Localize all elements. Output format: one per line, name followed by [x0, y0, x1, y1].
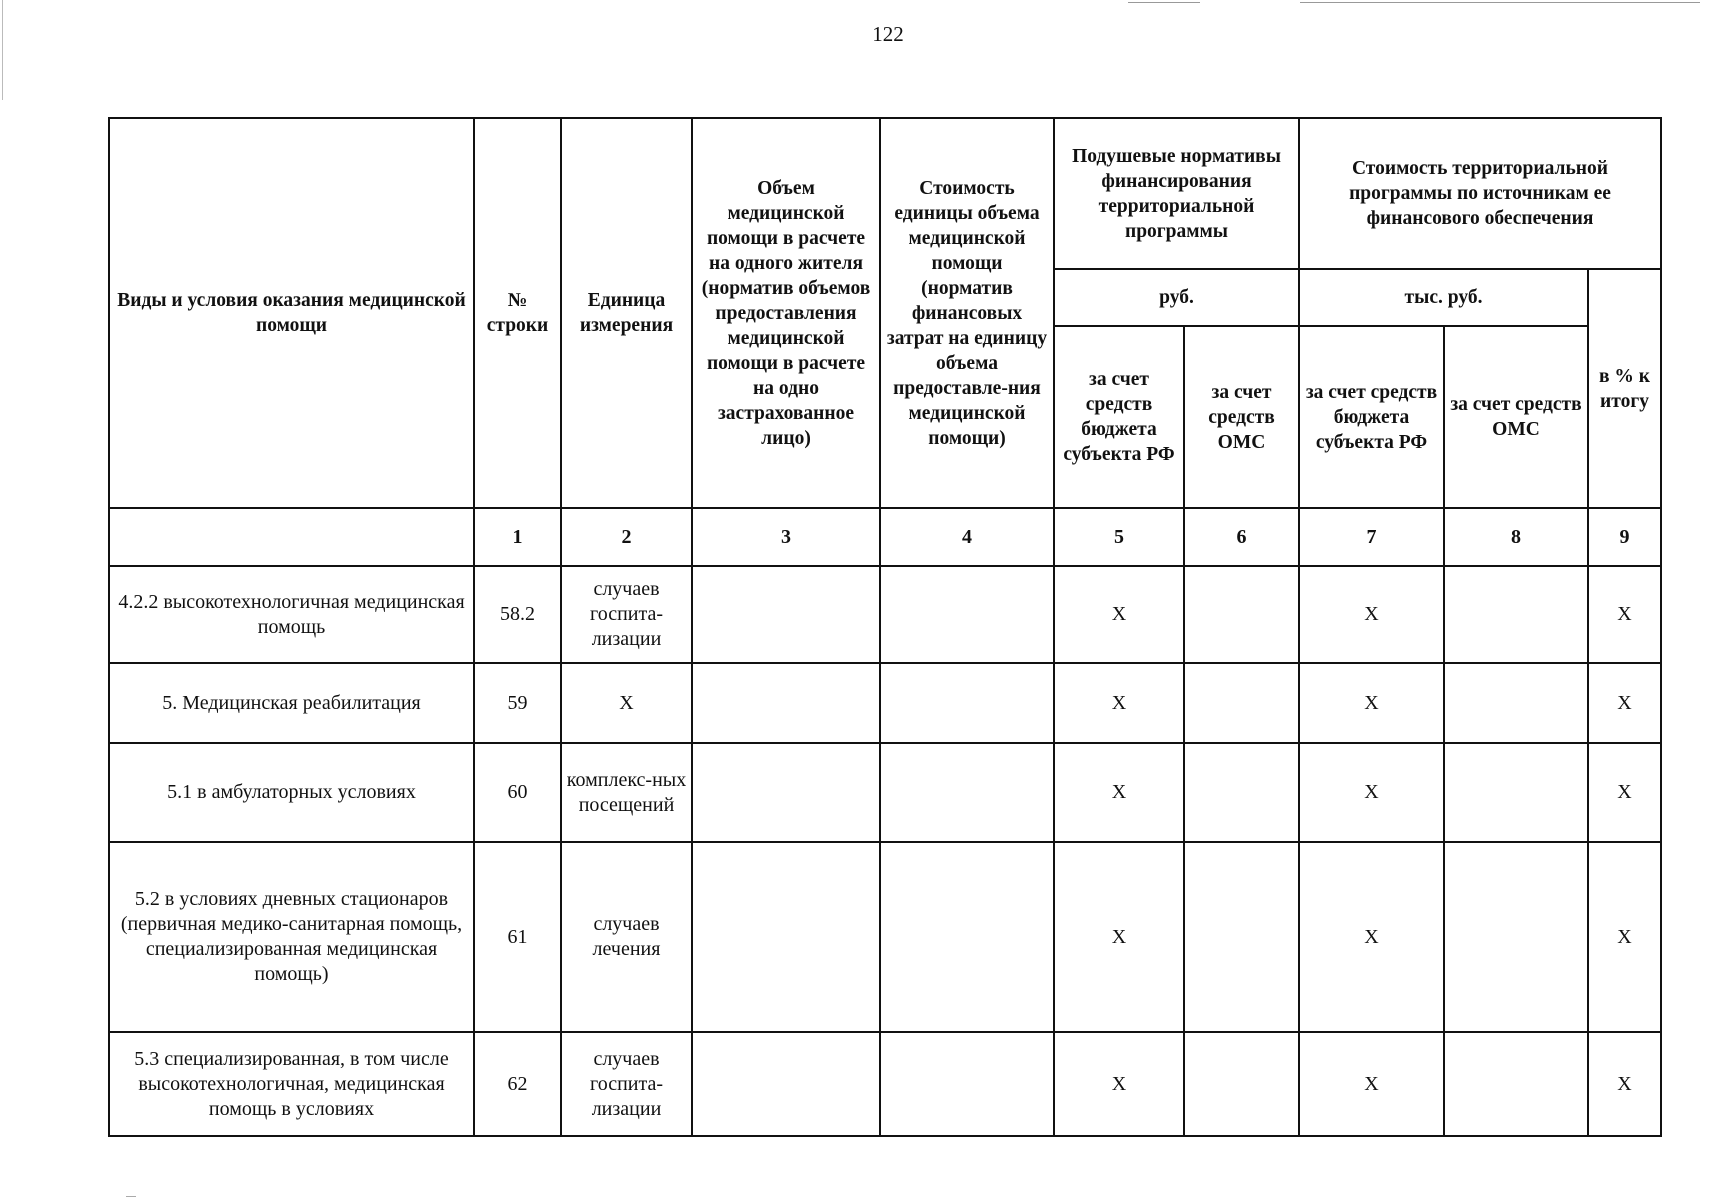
medical-care-table: [108, 117, 1662, 1137]
row-number-cell: 60: [474, 743, 561, 842]
budget-rf-total-cell: Х: [1299, 842, 1444, 1032]
percent-cell: Х: [1588, 1032, 1661, 1136]
oms-per-capita-cell: [1184, 743, 1299, 842]
header-unit-cost: Стоимость единицы объема медицинской помощи (норматив финансовых затрат на единицу объема предоставле-ния медицинской помощи): [880, 118, 1054, 508]
column-number: 7: [1299, 508, 1444, 566]
column-number: 6: [1184, 508, 1299, 566]
column-number: 8: [1444, 508, 1588, 566]
budget-rf-total-cell: Х: [1299, 663, 1444, 743]
percent-cell: Х: [1588, 566, 1661, 663]
row-number-cell: 59: [474, 663, 561, 743]
volume-cell: [692, 842, 880, 1032]
table-row: [109, 566, 1661, 663]
budget-rf-total-cell: Х: [1299, 743, 1444, 842]
header-budget-rf-total: за счет средств бюджета субъекта РФ: [1299, 326, 1444, 508]
row-number-cell: 58.2: [474, 566, 561, 663]
top-rule-left: [1128, 2, 1200, 3]
header-type-of-care: Виды и условия оказания медицинской помощи: [109, 118, 474, 508]
row-number-cell: 62: [474, 1032, 561, 1136]
page-left-edge: [2, 0, 3, 100]
oms-total-cell: [1444, 842, 1588, 1032]
oms-total-cell: [1444, 1032, 1588, 1136]
top-rule-right: [1300, 2, 1700, 3]
unit-cost-cell: [880, 663, 1054, 743]
header-row-1: [109, 118, 1661, 269]
unit-cost-cell: [880, 566, 1054, 663]
percent-cell: Х: [1588, 743, 1661, 842]
care-type-cell: 4.2.2 высокотехнологичная медицинская помощь: [109, 566, 474, 663]
header-unit-thousand-rub: тыс. руб.: [1299, 269, 1588, 326]
header-per-capita-group: Подушевые нормативы финансирования территориальной программы: [1054, 118, 1299, 269]
page-number: 122: [872, 22, 904, 46]
volume-cell: [692, 743, 880, 842]
oms-per-capita-cell: [1184, 1032, 1299, 1136]
unit-cell: комплекс-ных посещений: [561, 743, 692, 842]
unit-cost-cell: [880, 743, 1054, 842]
column-number-blank: [109, 508, 474, 566]
table-row: [109, 1032, 1661, 1136]
column-number: 5: [1054, 508, 1184, 566]
oms-per-capita-cell: [1184, 566, 1299, 663]
header-unit: Единица измерения: [561, 118, 692, 508]
volume-cell: [692, 663, 880, 743]
header-unit-rub: руб.: [1054, 269, 1299, 326]
oms-per-capita-cell: [1184, 842, 1299, 1032]
table-row: [109, 663, 1661, 743]
header-row-number: № строки: [474, 118, 561, 508]
volume-cell: [692, 1032, 880, 1136]
volume-cell: [692, 566, 880, 663]
unit-cell: случаев госпита-лизации: [561, 566, 692, 663]
row-number-cell: 61: [474, 842, 561, 1032]
unit-cell: случаев лечения: [561, 842, 692, 1032]
care-type-cell: 5. Медицинская реабилитация: [109, 663, 474, 743]
care-type-cell: 5.1 в амбулаторных условиях: [109, 743, 474, 842]
unit-cell: Х: [561, 663, 692, 743]
table-row: [109, 842, 1661, 1032]
oms-per-capita-cell: [1184, 663, 1299, 743]
budget-rf-per-capita-cell: Х: [1054, 743, 1184, 842]
header-volume: Объем медицинской помощи в расчете на одного жителя (норматив объемов предоставления медицинской помощи в расчете на одно застрахованное лицо): [692, 118, 880, 508]
column-number: 9: [1588, 508, 1661, 566]
budget-rf-per-capita-cell: Х: [1054, 842, 1184, 1032]
header-total-cost-group: Стоимость территориальной программы по источникам ее финансового обеспечения: [1299, 118, 1661, 269]
oms-total-cell: [1444, 663, 1588, 743]
unit-cost-cell: [880, 1032, 1054, 1136]
column-number: 3: [692, 508, 880, 566]
budget-rf-total-cell: Х: [1299, 566, 1444, 663]
table-row: [109, 743, 1661, 842]
column-number: 1: [474, 508, 561, 566]
header-percent-of-total: в % к итогу: [1588, 269, 1661, 508]
header-budget-rf-per-capita: за счет средств бюджета субъекта РФ: [1054, 326, 1184, 508]
care-type-cell: 5.2 в условиях дневных стационаров (первичная медико-санитарная помощь, специализированная медицинская помощь): [109, 842, 474, 1032]
scan-mark: [126, 1196, 136, 1197]
percent-cell: Х: [1588, 842, 1661, 1032]
header-oms-per-capita: за счет средств ОМС: [1184, 326, 1299, 508]
unit-cell: случаев госпита-лизации: [561, 1032, 692, 1136]
header-oms-total: за счет средств ОМС: [1444, 326, 1588, 508]
budget-rf-per-capita-cell: Х: [1054, 663, 1184, 743]
oms-total-cell: [1444, 743, 1588, 842]
oms-total-cell: [1444, 566, 1588, 663]
budget-rf-per-capita-cell: Х: [1054, 1032, 1184, 1136]
column-number: 2: [561, 508, 692, 566]
unit-cost-cell: [880, 842, 1054, 1032]
budget-rf-per-capita-cell: Х: [1054, 566, 1184, 663]
percent-cell: Х: [1588, 663, 1661, 743]
column-number: 4: [880, 508, 1054, 566]
column-number-row: [109, 508, 1661, 566]
budget-rf-total-cell: Х: [1299, 1032, 1444, 1136]
care-type-cell: 5.3 специализированная, в том числе высокотехнологичная, медицинская помощь в условиях: [109, 1032, 474, 1136]
